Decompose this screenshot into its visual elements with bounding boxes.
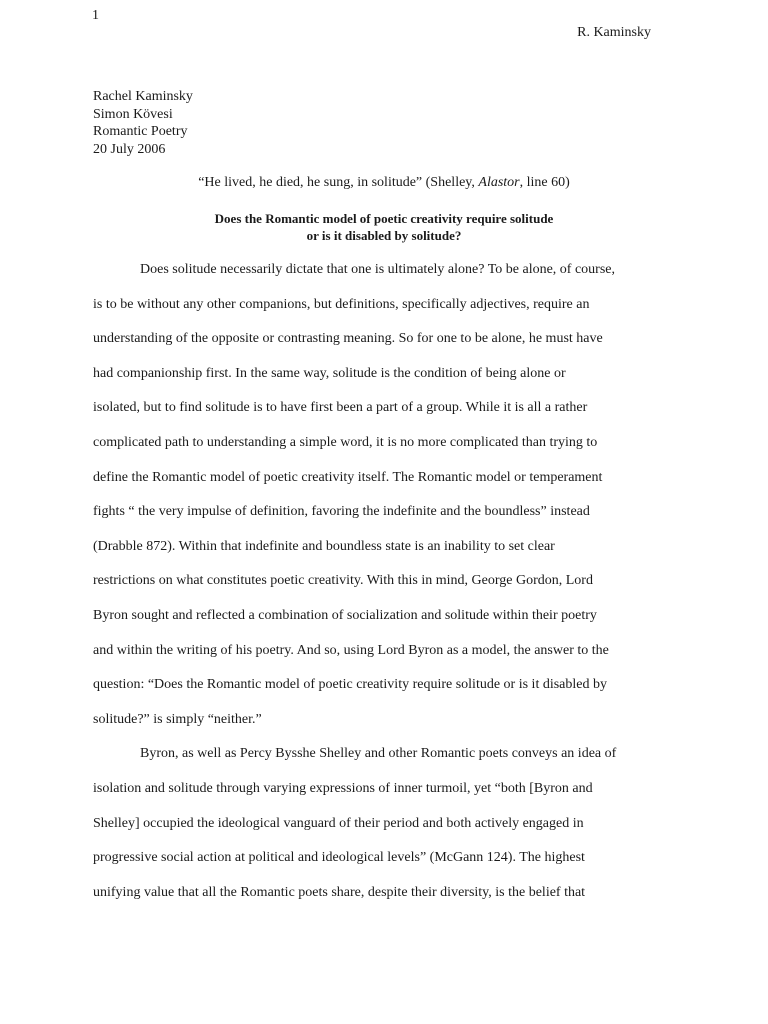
paper-date: 20 July 2006 xyxy=(93,141,166,157)
body-line: and within the writing of his poetry. And so, using Lord Byron as a model, the answer to the xyxy=(93,642,609,658)
body-line: unifying value that all the Romantic poets share, despite their diversity, is the belief that xyxy=(93,884,586,900)
course-name: Romantic Poetry xyxy=(93,124,188,139)
body-line: progressive social action at political and ideological levels” (McGann 124). The highest xyxy=(93,850,585,866)
epigraph-quote: “He lived, he died, he sung, in solitude” (Shelley, xyxy=(198,175,479,190)
epigraph xyxy=(0,175,768,191)
body-line: Byron, as well as Percy Bysshe Shelley and other Romantic poets conveys an idea of xyxy=(140,746,617,762)
mla-heading xyxy=(93,88,193,158)
title-line-2: or is it disabled by solitude? xyxy=(306,228,462,243)
essay-title xyxy=(0,210,768,244)
body-line: isolated, but to find solitude is to have first been a part of a group. While it is all a rather xyxy=(93,400,588,416)
title-line-1: Does the Romantic model of poetic creativity require solitude xyxy=(214,211,554,226)
body-line: solitude?” is simply “neither.” xyxy=(93,711,262,727)
body-line: define the Romantic model of poetic creativity itself. The Romantic model or temperament xyxy=(93,469,603,485)
body-line: Byron sought and reflected a combination of socialization and solitude within their poetry xyxy=(93,607,597,623)
body-line: Shelley] occupied the ideological vanguard of their period and both actively engaged in xyxy=(93,815,584,831)
body-line: (Drabble 872). Within that indefinite and boundless state is an inability to set clear xyxy=(93,538,555,554)
epigraph-citation: , line 60) xyxy=(519,175,570,190)
instructor-name: Simon Kövesi xyxy=(93,106,173,122)
body-line: restrictions on what constitutes poetic creativity. With this in mind, George Gordon, Lord xyxy=(93,573,593,589)
page-number: 1 xyxy=(92,8,99,23)
body-line: understanding of the opposite or contrasting meaning. So for one to be alone, he must have xyxy=(93,331,603,347)
body-line: isolation and solitude through varying expressions of inner turmoil, yet “both [Byron and xyxy=(93,780,593,796)
body-line: fights “ the very impulse of definition, favoring the indefinite and the boundless” instead xyxy=(93,504,590,520)
body-line: had companionship first. In the same way, solitude is the condition of being alone or xyxy=(93,365,566,381)
running-head: R. Kaminsky xyxy=(577,25,651,40)
author-name: Rachel Kaminsky xyxy=(93,89,193,104)
epigraph-work: Alastor xyxy=(478,175,520,190)
body-line: Does solitude necessarily dictate that one is ultimately alone? To be alone, of course, xyxy=(140,262,616,277)
body-line: is to be without any other companions, but definitions, specifically adjectives, require an xyxy=(93,296,590,312)
body-line: complicated path to understanding a simple word, it is no more complicated than trying to xyxy=(93,434,598,450)
body-line: question: “Does the Romantic model of poetic creativity require solitude or is it disabled by xyxy=(93,677,607,693)
essay-body xyxy=(93,260,677,917)
